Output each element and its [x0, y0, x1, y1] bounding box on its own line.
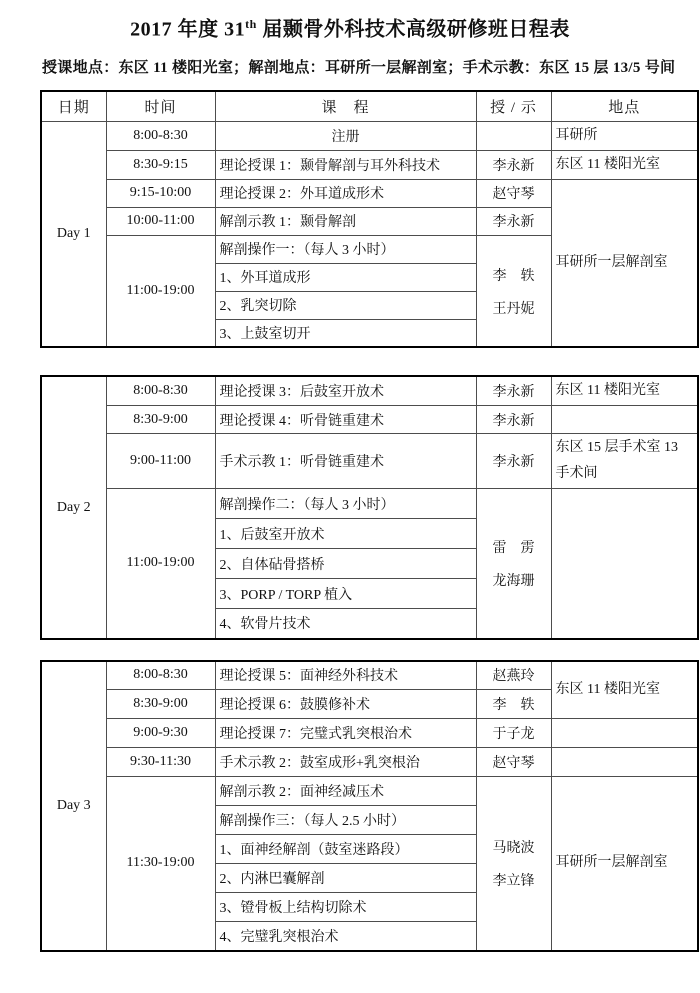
- cell-course: 解剖操作三：（每人 2.5 小时）: [215, 806, 476, 835]
- cell-location: [551, 489, 698, 639]
- cell-course: 3、上鼓室切开: [215, 319, 476, 347]
- table-row: [41, 489, 698, 519]
- cell-location: 东区 15 层手术室 13 手术间: [551, 434, 698, 489]
- cell-line: 李 轶: [492, 268, 535, 284]
- cell-line: 马晓波: [492, 840, 535, 856]
- cell-location: [551, 719, 698, 748]
- cell-location: 耳研所: [551, 122, 698, 151]
- cell-date: Day 3: [41, 661, 106, 951]
- table-row: [41, 748, 698, 777]
- cell-line: 雷 雳: [492, 540, 535, 556]
- cell-instructor: 于子龙: [476, 719, 551, 748]
- cell-instructor: [476, 777, 551, 951]
- schedule-table-day2: [40, 375, 699, 639]
- cell-time: 8:00-8:30: [106, 376, 215, 405]
- cell-instructor: 李永新: [476, 151, 551, 180]
- cell-course: 理论授课 6：鼓膜修补术: [215, 690, 476, 719]
- schedule-table-day3: [40, 660, 699, 952]
- cell-time: 8:00-8:30: [106, 122, 215, 151]
- table-row: [41, 434, 698, 489]
- cell-location: [551, 406, 698, 434]
- cell-instructor: 李永新: [476, 207, 551, 235]
- cell-time: 9:15-10:00: [106, 179, 215, 207]
- cell-instructor: 李永新: [476, 376, 551, 405]
- cell-instructor: 赵守琴: [476, 179, 551, 207]
- cell-time: 9:30-11:30: [106, 748, 215, 777]
- table-row: [41, 179, 698, 207]
- cell-line: 龙海珊: [492, 573, 535, 589]
- header-time: 时间: [106, 91, 215, 122]
- table-header-row: [41, 91, 698, 122]
- cell-line: 王丹妮: [492, 301, 535, 317]
- cell-time: 11:00-19:00: [106, 235, 215, 347]
- cell-course: 解剖示教 2：面神经减压术: [215, 777, 476, 806]
- cell-instructor: 李永新: [476, 434, 551, 489]
- table-row: [41, 151, 698, 180]
- cell-instructor: [476, 235, 551, 347]
- cell-course: 注册: [215, 122, 476, 151]
- cell-location: 东区 11 楼阳光室: [551, 376, 698, 405]
- cell-time: 11:00-19:00: [106, 489, 215, 639]
- cell-course: 手术示教 2：鼓室成形+乳突根治: [215, 748, 476, 777]
- table-row: [41, 661, 698, 690]
- table-row: [41, 777, 698, 806]
- cell-location: [551, 748, 698, 777]
- cell-course: 解剖操作二：（每人 3 小时）: [215, 489, 476, 519]
- cell-time: 8:30-9:00: [106, 690, 215, 719]
- cell-time: 8:30-9:00: [106, 406, 215, 434]
- cell-instructor: [476, 489, 551, 639]
- cell-course: 理论授课 4：听骨链重建术: [215, 406, 476, 434]
- cell-time: 9:00-11:00: [106, 434, 215, 489]
- cell-location: 东区 11 楼阳光室: [551, 151, 698, 180]
- cell-time: 8:00-8:30: [106, 661, 215, 690]
- header-course: 课 程: [215, 91, 476, 122]
- cell-instructor: 赵守琴: [476, 748, 551, 777]
- cell-course: 1、后鼓室开放术: [215, 519, 476, 549]
- cell-course: 4、完璧乳突根治术: [215, 922, 476, 951]
- title-superscript: th: [245, 17, 257, 31]
- cell-time: 11:30-19:00: [106, 777, 215, 951]
- cell-course: 解剖操作一：（每人 3 小时）: [215, 235, 476, 263]
- cell-course: 理论授课 1：颞骨解剖与耳外科技术: [215, 151, 476, 180]
- cell-time: 10:00-11:00: [106, 207, 215, 235]
- cell-course: 手术示教 1：听骨链重建术: [215, 434, 476, 489]
- title-suffix: 届颞骨外科技术高级研修班日程表: [256, 18, 570, 41]
- title-prefix: 2017 年度 31: [130, 18, 246, 41]
- cell-course: 理论授课 2：外耳道成形术: [215, 179, 476, 207]
- cell-time: 8:30-9:15: [106, 151, 215, 180]
- cell-time: 9:00-9:30: [106, 719, 215, 748]
- cell-course: 2、内淋巴囊解剖: [215, 864, 476, 893]
- cell-course: 2、自体砧骨搭桥: [215, 549, 476, 579]
- cell-course: 解剖示教 1：颞骨解剖: [215, 207, 476, 235]
- cell-line: 李立锋: [492, 873, 535, 889]
- cell-date: Day 1: [41, 122, 106, 348]
- table-row: [41, 122, 698, 151]
- cell-course: 理论授课 7：完璧式乳突根治术: [215, 719, 476, 748]
- cell-course: 3、镫骨板上结构切除术: [215, 893, 476, 922]
- schedule-table-day1: [40, 90, 699, 349]
- table-row: [41, 376, 698, 405]
- cell-instructor: [476, 122, 551, 151]
- cell-course: 理论授课 3：后鼓室开放术: [215, 376, 476, 405]
- locations-note: 授课地点：东区 11 楼阳光室；解剖地点：耳研所一层解剖室；手术示教：东区 15 层 13/5 号间: [42, 59, 676, 76]
- cell-course: 理论授课 5：面神经外科技术: [215, 661, 476, 690]
- header-location: 地点: [551, 91, 698, 122]
- header-instructor: 授 / 示: [476, 91, 551, 122]
- cell-location: 耳研所一层解剖室: [551, 777, 698, 951]
- cell-course: 1、面神经解剖（鼓室迷路段）: [215, 835, 476, 864]
- cell-location: 东区 11 楼阳光室: [551, 661, 698, 719]
- cell-instructor: 李 轶: [476, 690, 551, 719]
- cell-course: 2、乳突切除: [215, 291, 476, 319]
- table-row: [41, 406, 698, 434]
- cell-course: 1、外耳道成形: [215, 263, 476, 291]
- cell-date: Day 2: [41, 376, 106, 638]
- header-date: 日期: [41, 91, 106, 122]
- cell-course: 3、PORP / TORP 植入: [215, 579, 476, 609]
- table-row: [41, 719, 698, 748]
- cell-location: 耳研所一层解剖室: [551, 179, 698, 347]
- cell-instructor: 李永新: [476, 406, 551, 434]
- cell-course: 4、软骨片技术: [215, 609, 476, 639]
- page-title: [0, 0, 700, 43]
- cell-instructor: 赵燕玲: [476, 661, 551, 690]
